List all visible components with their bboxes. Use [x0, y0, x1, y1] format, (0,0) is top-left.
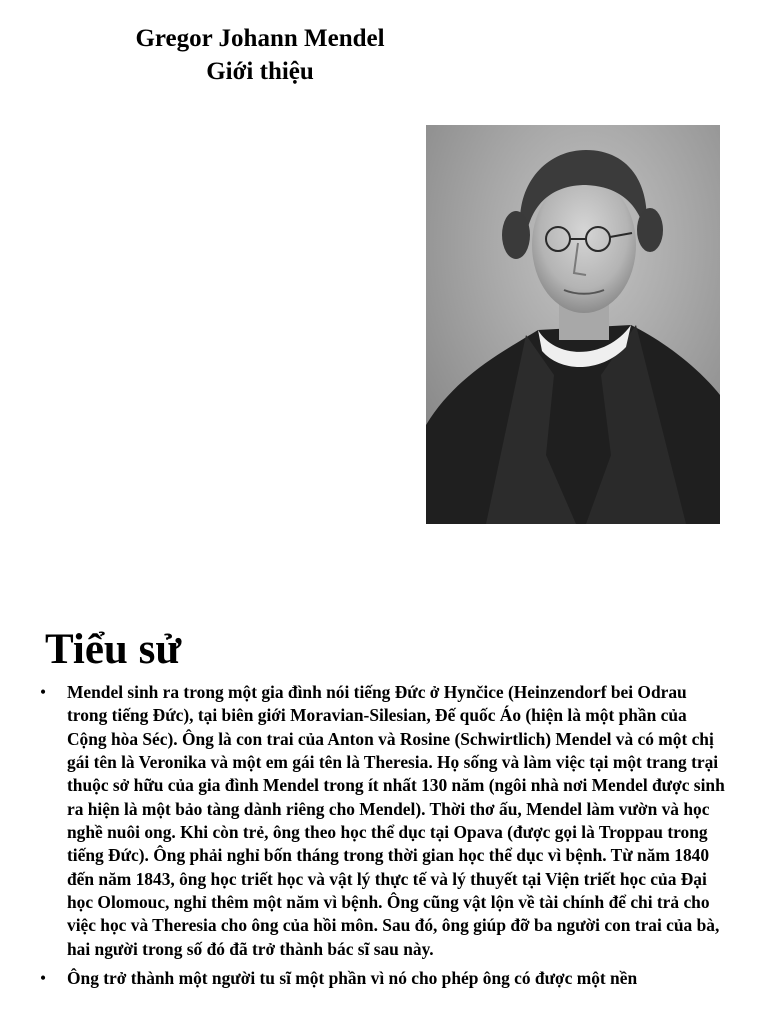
page-title: Gregor Johann Mendel: [135, 25, 385, 52]
bullet-icon: •: [40, 682, 47, 702]
paragraph-text: Ông trở thành một người tu sĩ một phần vì nó cho phép ông có được một nền: [67, 968, 638, 989]
paragraph-text: Mendel sinh ra trong một gia đình nói tiếng Đức ở Hynčice (Heinzendorf bei Odrau trong tiếng Đức), tại biên giới Moravian-Silesian, Đế quốc Áo (hiện là một phần của Cộng hòa Séc). Ông là con trai của Anton và Rosine (Schwirtlich) Mendel và có một chị gái tên là Veronika và một em gái tên là Theresia. Họ sống và làm việc tại một trang trại thuộc sở hữu của gia đình Mendel trong ít nhất 130 năm (ngôi nhà nơi Mendel được sinh ra hiện là một bảo tàng dành riêng cho Mendel). Thời thơ ấu, Mendel làm vườn và học nghề nuôi ong. Khi còn trẻ, ông theo học thể dục tại Opava (được gọi là Troppau trong tiếng Đức). Ông phải nghỉ bốn tháng trong thời gian học thể dục vì bệnh. Từ năm 1840 đến năm 1843, ông học triết học và vật lý thực tế và lý thuyết tại Viện triết học của Đại học Olomouc, nghỉ thêm một năm vì bệnh. Ông cũng vật lộn về tài chính để chi trả cho việc học và Theresia cho ông của hồi môn. Sau đó, ông giúp đỡ ba người con trai của bà, hai người trong số đó đã trở thành bác sĩ sau này.: [67, 682, 725, 959]
list-item: [40, 967, 730, 990]
biography-list: [40, 681, 730, 996]
list-item: [40, 681, 730, 961]
section-heading-biography: Tiểu sử: [45, 626, 182, 673]
page-subtitle: Giới thiệu: [206, 58, 314, 85]
bullet-icon: •: [40, 968, 47, 989]
portrait-hair-left: [502, 211, 530, 259]
title-block: [90, 22, 430, 88]
portrait-hair-right: [637, 208, 663, 252]
portrait-photo: [426, 125, 720, 524]
